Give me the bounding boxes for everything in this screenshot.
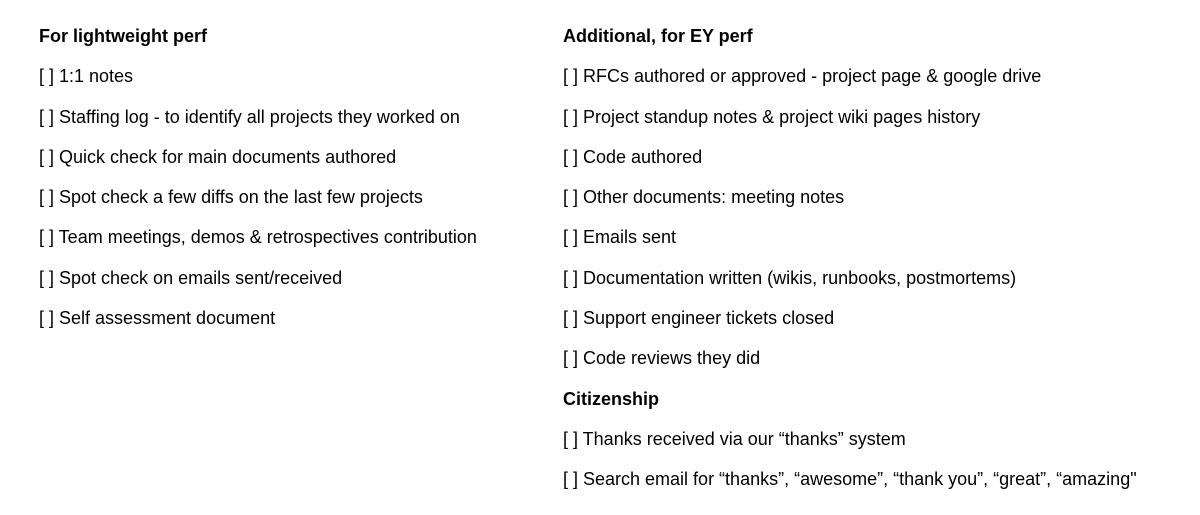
lightweight-perf-heading: For lightweight perf: [39, 26, 207, 46]
checklist-item: [ ] Self assessment document: [39, 308, 276, 329]
checklist-item: [ ] RFCs authored or approved - project page & google drive: [563, 66, 1042, 87]
checklist-item: [ ] Support engineer tickets closed: [563, 308, 835, 329]
checklist-item: [ ] Other documents: meeting notes: [563, 187, 845, 208]
ey-perf-heading: Additional, for EY perf: [563, 26, 753, 46]
checklist-item: [ ] Spot check a few diffs on the last few projects: [39, 187, 423, 208]
checklist-item: [ ] Team meetings, demos & retrospectives contribution: [39, 227, 477, 248]
checklist-item: [ ] Project standup notes & project wiki pages history: [563, 106, 981, 127]
checklist-item: [ ] Spot check on emails sent/received: [39, 267, 343, 288]
checklist-item: [ ] 1:1 notes: [39, 66, 134, 87]
checklist-item: [ ] Thanks received via our “thanks” system: [563, 428, 906, 449]
ey-perf-column: [563, 22, 1193, 506]
checklist-item: [ ] Search email for “thanks”, “awesome”, “thank you”, “great”, “amazing": [563, 469, 1137, 490]
checklist-item: [ ] Code reviews they did: [563, 348, 761, 369]
checklist-item: [ ] Staffing log - to identify all projects they worked on: [39, 106, 460, 127]
checklist-item: [ ] Code authored: [563, 146, 703, 167]
citizenship-heading: Citizenship: [563, 388, 660, 409]
lightweight-perf-column: [39, 22, 539, 344]
checklist-item: [ ] Quick check for main documents authored: [39, 146, 397, 167]
checklist-item: [ ] Emails sent: [563, 227, 677, 248]
checklist-item: [ ] Documentation written (wikis, runbooks, postmortems): [563, 267, 1017, 288]
